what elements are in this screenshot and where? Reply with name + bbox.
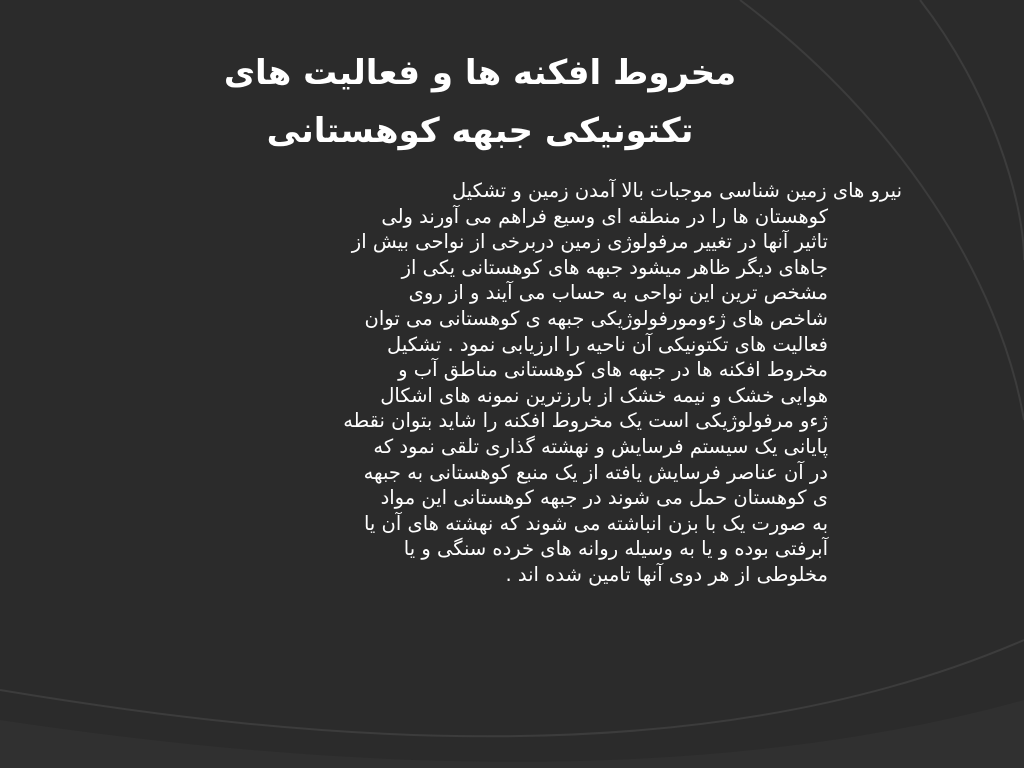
body-line: جاهای دیگر ظاهر میشود جبهه های کوهستانی یکی از — [401, 255, 828, 279]
title-line-1: مخروط افکنه ها و فعالیت های — [223, 53, 737, 93]
body-line: آبرفتی بوده و یا به وسیله روانه های خرده سنگی و یا — [403, 537, 828, 561]
body-line: شاخص های ژءومورفولوژیکی جبهه ی کوهستانی می توان — [364, 306, 828, 330]
background-arc-bottom-fill — [0, 700, 1024, 768]
body-line: کوهستان ها را در منطقه ای وسیع فراهم می آورند ولی — [381, 204, 828, 228]
body-line: پایانی یک سیستم فرسایش و نهشته گذاری تلقی نمود که — [373, 434, 828, 458]
body-line: هوایی خشک و نیمه خشک از بارزترین نمونه های اشکال — [380, 383, 828, 407]
slide-body-text — [60, 178, 902, 588]
body-line: در آن عناصر فرسایش یافته از یک منبع کوهستانی به جبهه — [363, 460, 828, 484]
body-line: مخروط افکنه ها در جبهه های کوهستانی مناطق آب و — [398, 358, 828, 382]
title-line-2: تکتونیکی جبهه کوهستانی — [266, 111, 694, 151]
body-line: تاثیر آنها در تغییر مرفولوژی زمین دربرخی از نواحی بیش از — [351, 230, 828, 254]
body-line: مشخص ترین این نواحی به حساب می آیند و از روی — [408, 281, 828, 305]
background-arc-right — [920, 0, 1024, 260]
body-line: ی کوهستان حمل می شوند در جبهه کوهستانی این مواد — [380, 486, 828, 510]
body-line: ژءو مرفولوژیکی است یک مخروط افکنه را شاید بتوان نقطه — [343, 409, 828, 433]
background-arc-lower — [0, 640, 1024, 736]
body-line: نیرو های زمین شناسی موجبات بالا آمدن زمین و تشکیل — [451, 179, 902, 202]
body-line: مخلوطی از هر دوی آنها تامین شده اند . — [505, 562, 828, 586]
slide-title — [100, 44, 860, 160]
body-line: فعالیت های تکتونیکی آن ناحیه را ارزیابی نمود . تشکیل — [387, 332, 828, 356]
body-line: به صورت یک با بزن انباشته می شوند که نهشته های آن یا — [363, 511, 828, 535]
